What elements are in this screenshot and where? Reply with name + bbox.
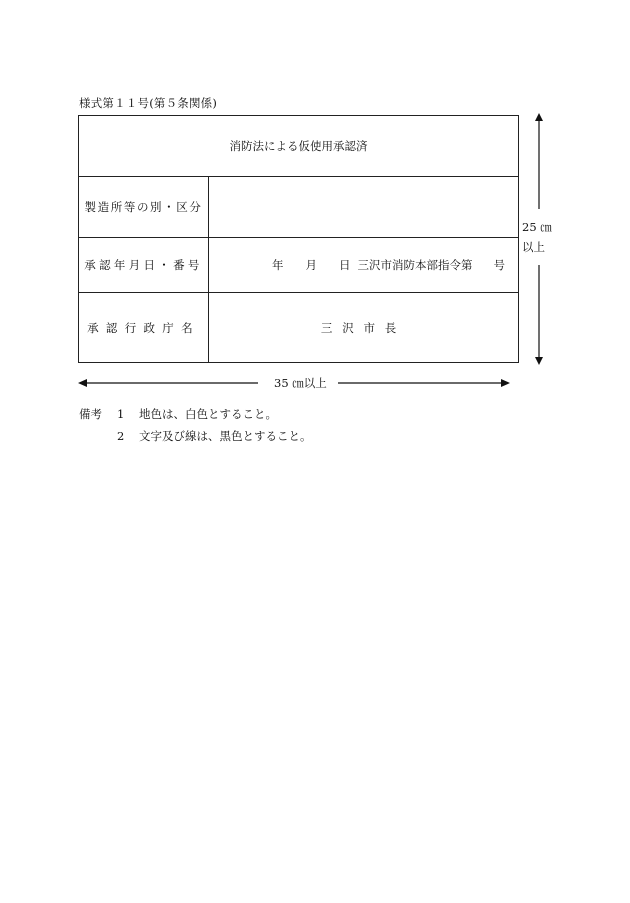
- form-number: 様式第１１号(第５条関係): [79, 96, 218, 110]
- facility-category-value: [209, 177, 518, 237]
- approving-authority-value: 三沢市長: [320, 320, 407, 335]
- approving-authority-label: 承認行政庁名: [79, 293, 209, 362]
- remark-row-2: [79, 425, 312, 447]
- remark-number-1: 1: [117, 407, 125, 421]
- remark-text-2: 文字及び線は、黒色とすること。: [139, 429, 312, 443]
- remark-number-2: 2: [117, 429, 125, 443]
- width-dimension-arrow: [78, 375, 510, 391]
- approval-year-label: 年: [272, 258, 284, 272]
- height-dimension-label: [522, 217, 552, 257]
- approval-date-number-value: [209, 238, 518, 292]
- facility-category-row: [79, 177, 518, 238]
- sign-board-table: [78, 115, 519, 363]
- sign-board-title: 消防法による仮使用承認済: [79, 116, 518, 177]
- approval-month-label: 月: [305, 258, 317, 272]
- facility-category-label: 製造所等の別・区分: [79, 177, 209, 237]
- approval-number-suffix: 号: [493, 258, 505, 272]
- remarks-section: [79, 403, 312, 447]
- approving-authority-row: [79, 293, 518, 362]
- approval-date-number-label: 承認年月日・番号: [79, 238, 209, 292]
- remarks-heading: 備考: [79, 407, 102, 421]
- approval-day-label: 日: [339, 258, 351, 272]
- height-dimension-value: 25 ㎝: [522, 220, 552, 234]
- height-dimension-minimum: 以上: [522, 240, 545, 254]
- remark-row-1: [79, 403, 312, 425]
- width-dimension-label: 35 ㎝以上: [274, 376, 327, 390]
- approval-date-number-row: [79, 238, 518, 293]
- remark-text-1: 地色は、白色とすること。: [139, 407, 277, 421]
- approval-authority-number: 三沢市消防本部指令第: [357, 258, 473, 272]
